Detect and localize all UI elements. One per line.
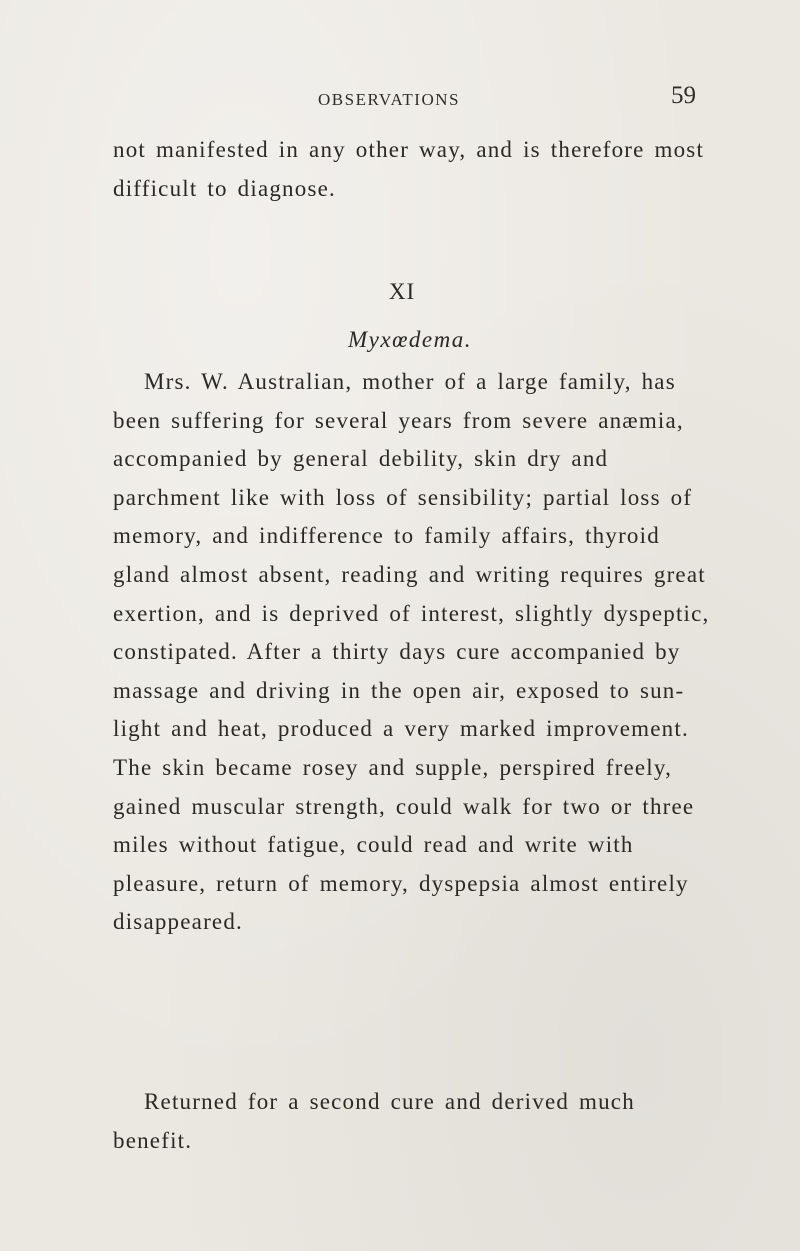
section-title: Myxœdema.: [348, 327, 472, 352]
case-paragraph: Mrs. W. Australian, mother of a large family, has been suffering for several years from severe anæmia, accompanied by general debility, skin dry and parchment like with loss of sensibility; partial loss of memory, and indifference to family affairs, thyroid gland almost absent, reading and writing requires great exertion, and is deprived of interest, slightly dyspeptic, constipated. After a thirty days cure accompanied by massage and driving in the open air, exposed to sun-light and heat, produced a very marked improvement. The skin became rosey and supple, perspired freely, gained muscular strength, could walk for two or three miles without fatigue, could read and write with pleasure, return of memory, dyspepsia almost entirely disappeared.: [113, 369, 710, 935]
continuation-paragraph: not manifested in any other way, and is therefore most difficult to diagnose.: [113, 137, 705, 201]
running-head: [0, 80, 800, 110]
section-number: XI: [388, 279, 416, 304]
page-number: 59: [671, 82, 696, 109]
running-title: OBSERVATIONS: [318, 90, 460, 109]
closing-paragraph: Returned for a second cure and derived much benefit.: [113, 1089, 635, 1153]
